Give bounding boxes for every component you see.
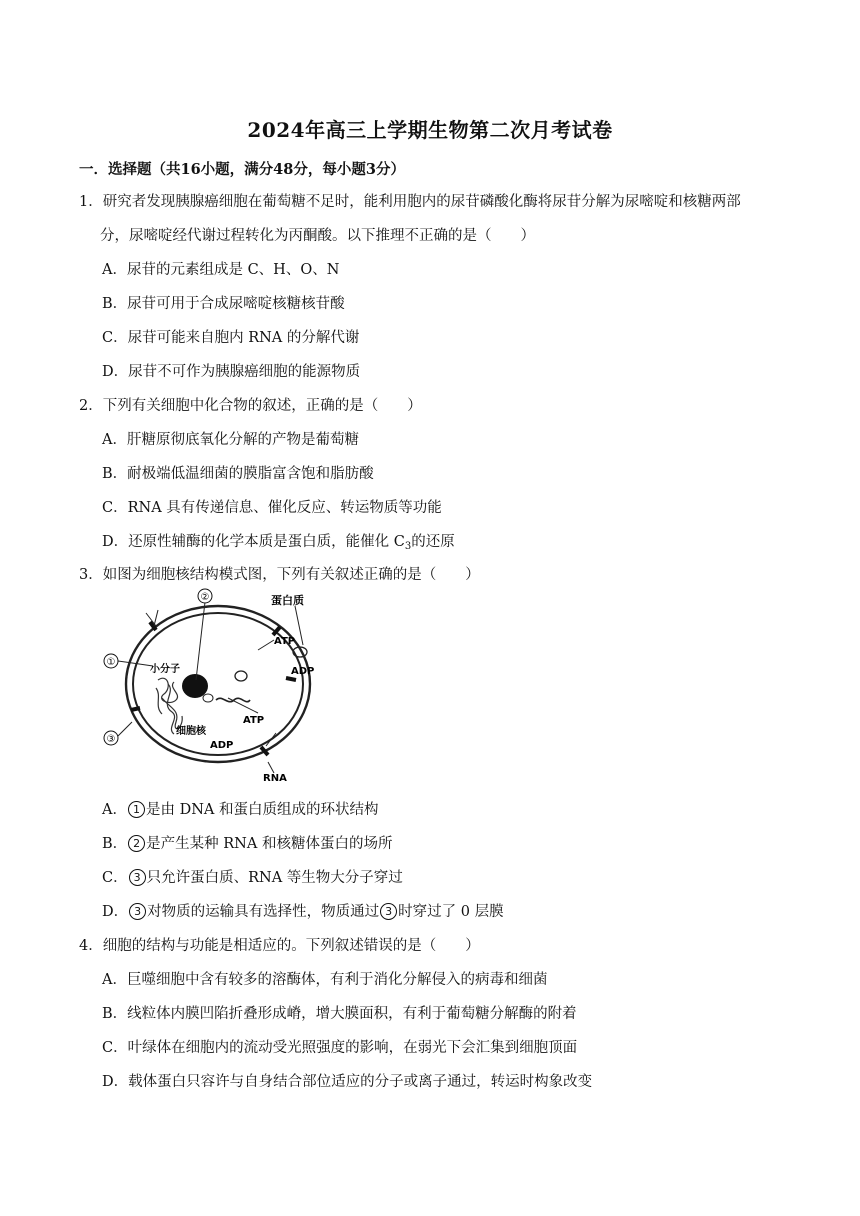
question-4-option-d: D．载体蛋白只容许与自身结合部位适应的分子或离子通过，转运时构象改变 [102, 1074, 593, 1090]
page-title: 2024年高三上学期生物第二次月考试卷 [247, 118, 613, 142]
question-4-option-c: C．叶绿体在细胞内的流动受光照强度的影响，在弱光下会汇集到细胞顶面 [102, 1040, 578, 1056]
figure-label-1: ① [106, 657, 116, 668]
question-3-stem: 3．如图为细胞核结构模式图，下列有关叙述正确的是（ ） [79, 567, 480, 583]
figure-label-nucleus: 细胞核 [176, 726, 206, 737]
figure-label-atp-top: ATP [274, 636, 296, 647]
figure-label-atp-bottom: ATP [243, 715, 265, 726]
question-2-option-d: D．还原性辅酶的化学本质是蛋白质，能催化 $C_3$的还原 [102, 534, 455, 552]
question-3-option-a: A． 1 是由 DNA 和蛋白质组成的环状结构 [102, 802, 379, 818]
figure-label-adp-top: ADP [291, 666, 315, 677]
figure-label-2: ② [200, 592, 210, 603]
question-4-option-b: B．线粒体内膜凹陷折叠形成嵴，增大膜面积，有利于葡萄糖分解酶的附着 [102, 1006, 577, 1022]
figure-label-3: ③ [106, 734, 116, 745]
question-3-option-b: B． 2 是产生某种 RNA 和核糖体蛋白的场所 [102, 836, 393, 852]
question-4-option-a: A．巨噬细胞中含有较多的溶酶体，有利于消化分解侵入的病毒和细菌 [102, 972, 548, 988]
question-1-option-d: D．尿苷不可作为胰腺癌细胞的能源物质 [102, 364, 361, 380]
nucleus-structure-figure [98, 588, 338, 783]
question-3-option-c: C． 3 只允许蛋白质、RNA 等生物大分子穿过 [102, 870, 403, 886]
question-1-option-c: C．尿苷可能来自胞内 RNA 的分解代谢 [102, 330, 360, 346]
question-2-option-a: A．肝糖原彻底氧化分解的产物是葡萄糖 [102, 432, 359, 448]
figure-label-protein: 蛋白质 [271, 594, 304, 607]
question-3-option-d: D． 3 对物质的运输具有选择性，物质通过 3 时穿过了 0 层膜 [102, 904, 504, 920]
question-1-stem-line-2: 分，尿嘧啶经代谢过程转化为丙酮酸。以下推理不正确的是（ ） [100, 228, 535, 244]
figure-label-small-molecule: 小分子 [150, 664, 180, 675]
question-2-stem: 2．下列有关细胞中化合物的叙述，正确的是（ ） [79, 398, 422, 414]
question-1-option-b: B．尿苷可用于合成尿嘧啶核糖核苷酸 [102, 296, 345, 312]
section-heading: 一．选择题（共16小题，满分48分，每小题3分） [79, 161, 405, 178]
question-4-stem: 4．细胞的结构与功能是相适应的。下列叙述错误的是（ ） [79, 938, 480, 954]
question-1-stem-line-1: 1．研究者发现胰腺癌细胞在葡萄糖不足时，能利用胞内的尿苷磷酸化酶将尿苷分解为尿嘧啶和核糖两部 [79, 194, 741, 210]
figure-label-adp-bottom: ADP [210, 740, 234, 751]
question-2-option-c: C．RNA 具有传递信息、催化反应、转运物质等功能 [102, 500, 442, 516]
figure-label-rna: RNA [263, 773, 287, 783]
question-2-option-b: B．耐极端低温细菌的膜脂富含饱和脂肪酸 [102, 466, 374, 482]
question-1-option-a: A．尿苷的元素组成是 C、H、O、N [102, 262, 340, 278]
